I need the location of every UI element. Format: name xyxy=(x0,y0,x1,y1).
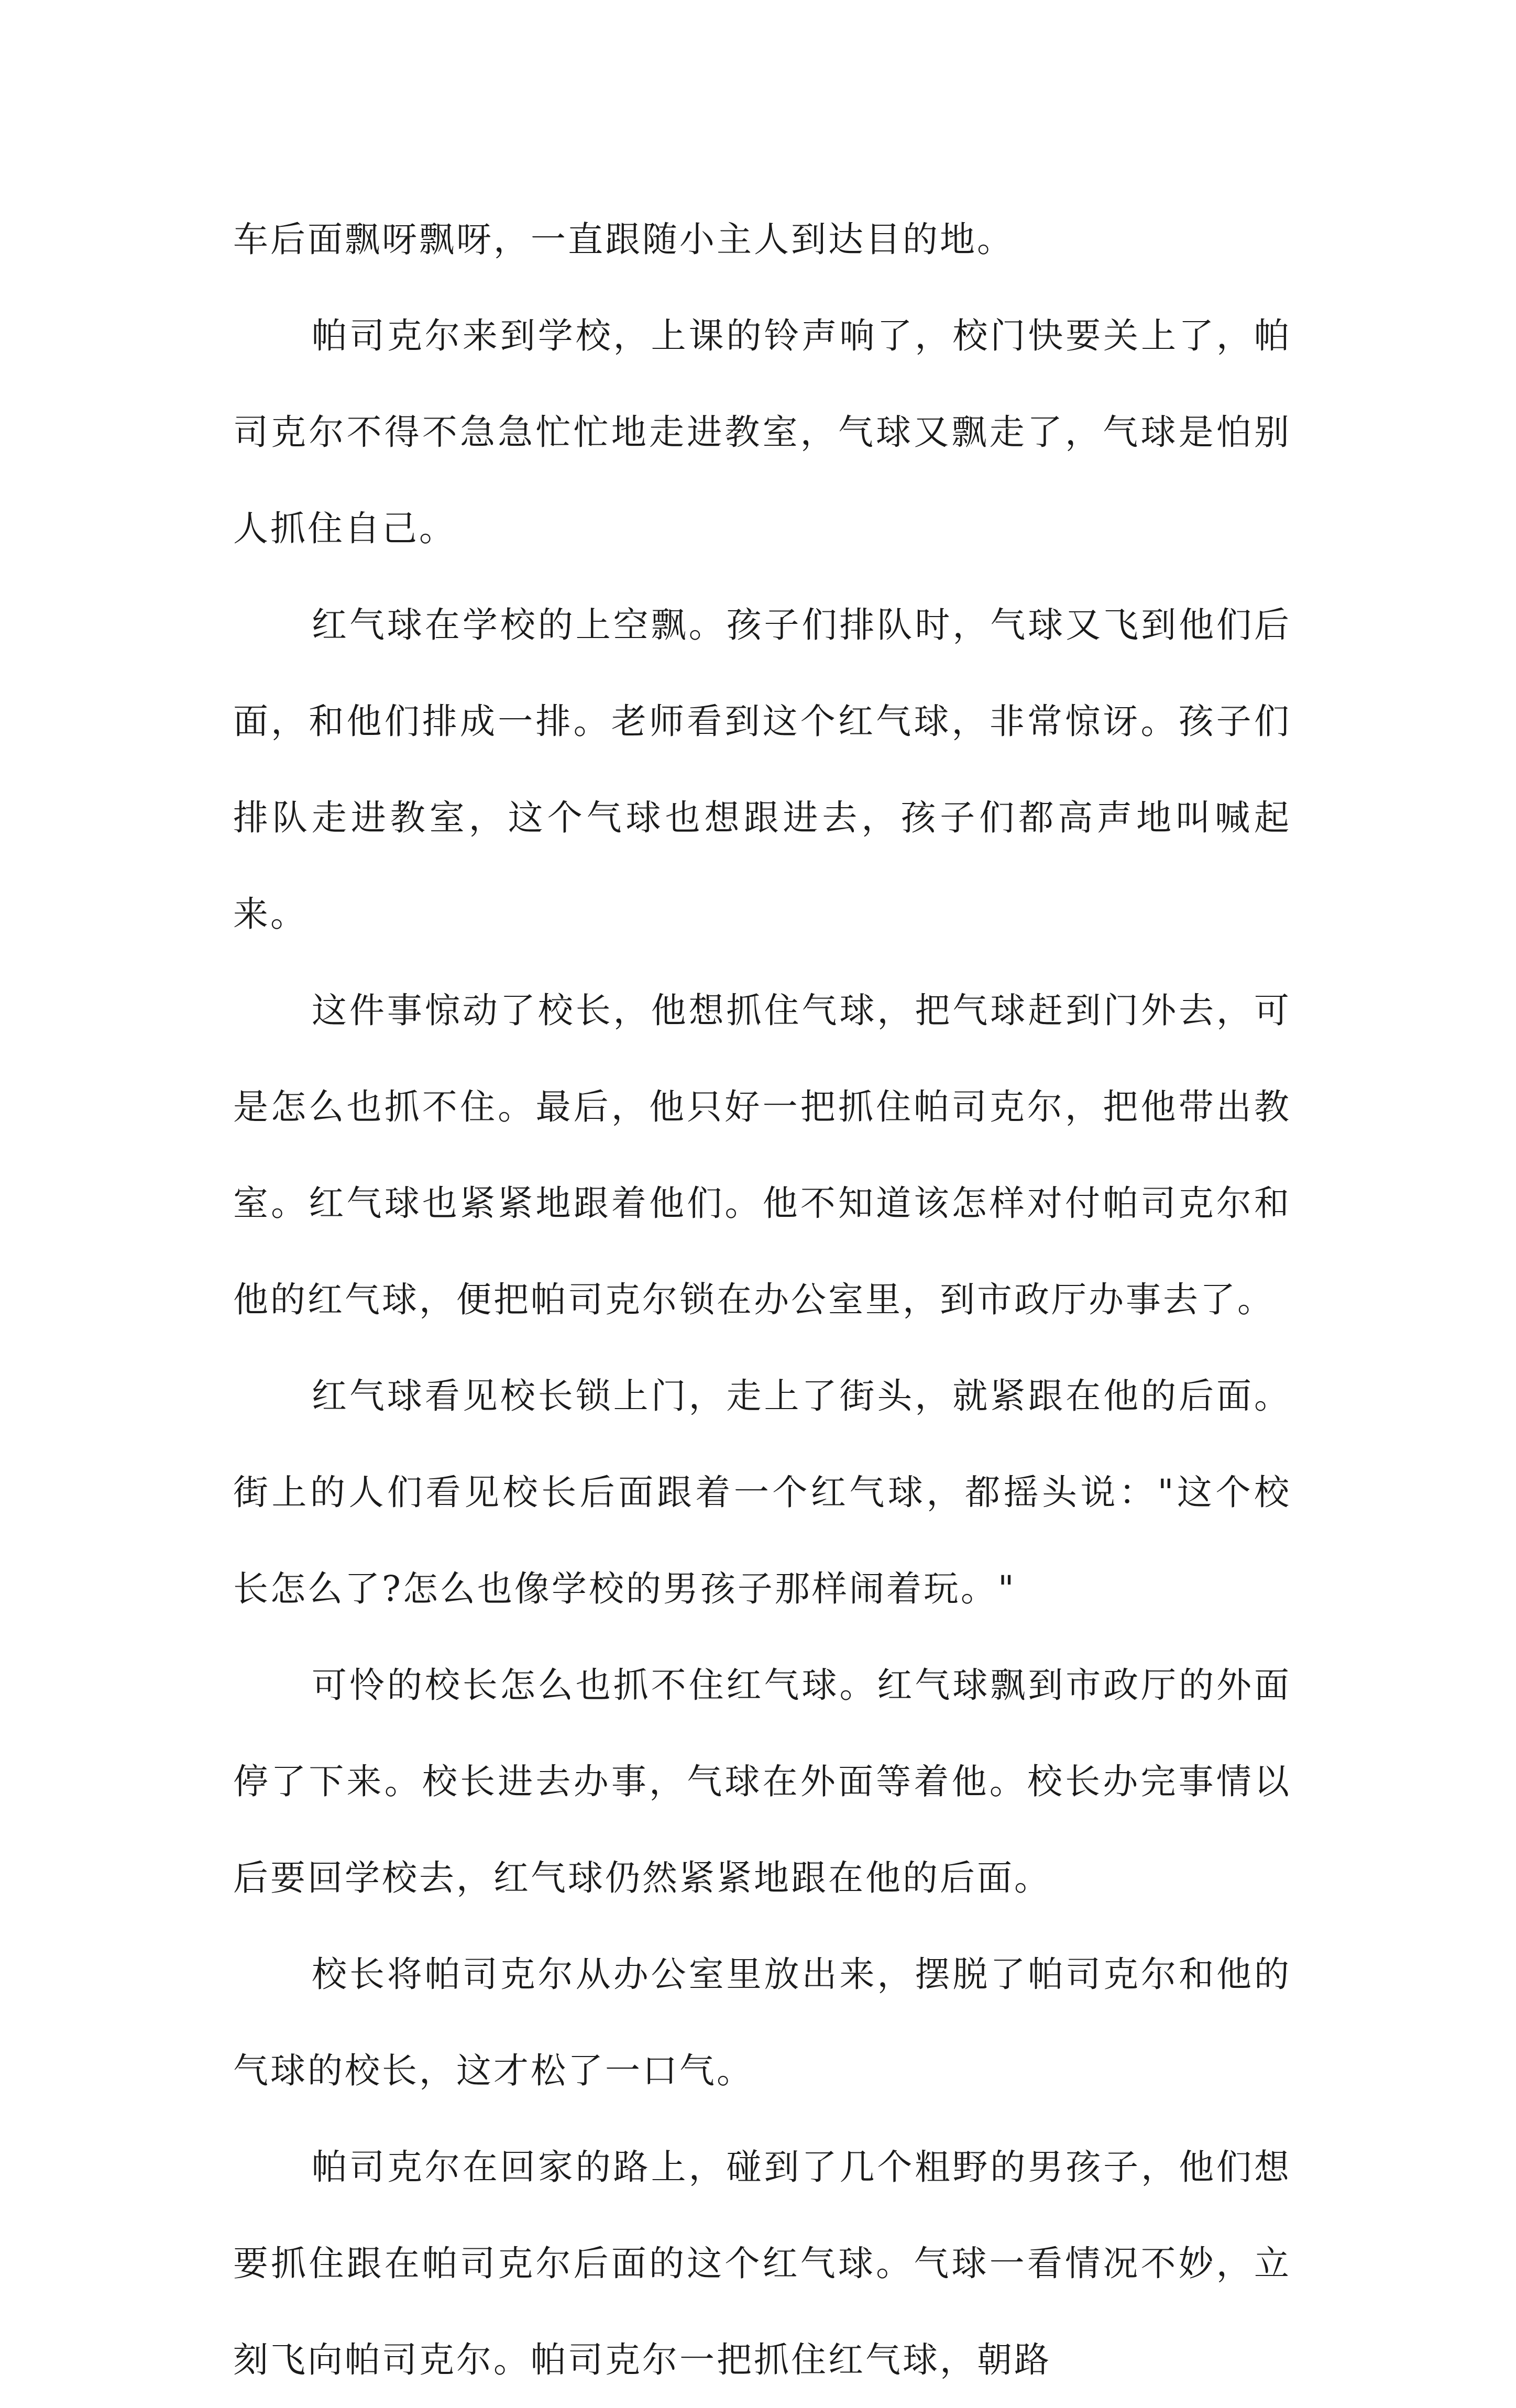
paragraph: 车后面飘呀飘呀，一直跟随小主人到达目的地。 xyxy=(233,219,1014,260)
paragraph: 红气球在学校的上空飘。孩子们排队时，气球又飞到他们后面，和他们排成一排。老师看到这个红气球，非常惊讶。孩子们排队走进教室，这个气球也想跟进去，孩子们都高声地叫喊起来。 xyxy=(233,604,1291,934)
body-text xyxy=(233,191,1291,2408)
paragraph: 可怜的校长怎么也抓不住红气球。红气球飘到市政厅的外面停了下来。校长进去办事，气球在外面等着他。校长办完事情以后要回学校去，红气球仍然紧紧地跟在他的后面。 xyxy=(233,1665,1291,1898)
paragraph: 红气球看见校长锁上门，走上了街头，就紧跟在他的后面。街上的人们看见校长后面跟着一个红气球，都摇头说："这个校长怎么了?怎么也像学校的男孩子那样闹着玩。" xyxy=(233,1376,1291,1609)
paragraph: 帕司克尔来到学校，上课的铃声响了，校门快要关上了，帕司克尔不得不急急忙忙地走进教室，气球又飘走了，气球是怕别人抓住自己。 xyxy=(233,315,1291,549)
paragraph: 这件事惊动了校长，他想抓住气球，把气球赶到门外去，可是怎么也抓不住。最后，他只好一把抓住帕司克尔，把他带出教室。红气球也紧紧地跟着他们。他不知道该怎样对付帕司克尔和他的红气球，便把帕司克尔锁在办公室里，到市政厅办事去了。 xyxy=(233,990,1291,1320)
paragraph: 校长将帕司克尔从办公室里放出来，摆脱了帕司克尔和他的气球的校长，这才松了一口气。 xyxy=(233,1954,1291,2091)
paragraph: 帕司克尔在回家的路上，碰到了几个粗野的男孩子，他们想要抓住跟在帕司克尔后面的这个红气球。气球一看情况不妙，立刻飞向帕司克尔。帕司克尔一把抓住红气球，朝路 xyxy=(233,2147,1291,2380)
